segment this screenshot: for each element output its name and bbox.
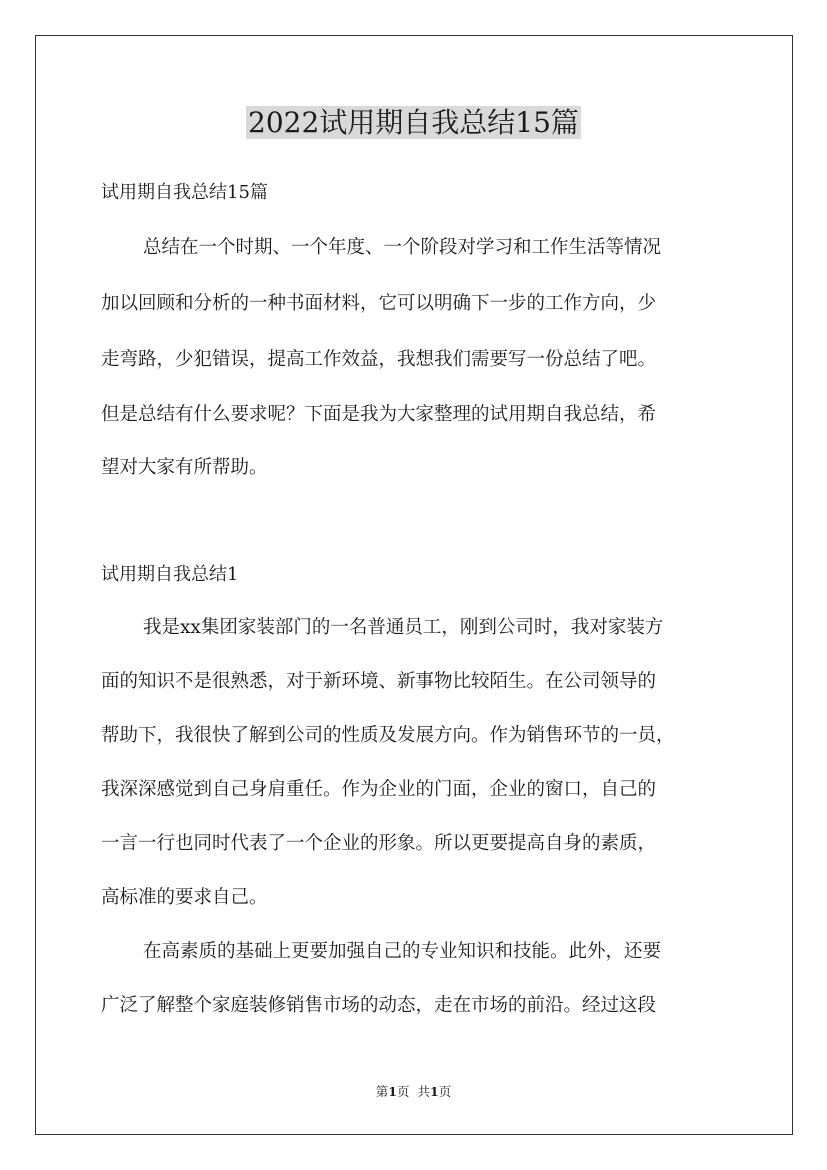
total-prefix: 共 <box>417 1084 430 1099</box>
document-title <box>0 103 827 143</box>
section1-line-5: 一言一行也同时代表了一个企业的形象。所以更要提高自身的素质， <box>101 833 657 854</box>
section1-line-1: 我是xx集团家装部门的一名普通员工，刚到公司时，我对家装方 <box>143 617 664 638</box>
intro-line-1: 总结在一个时期、一个年度、一个阶段对学习和工作生活等情况 <box>143 237 662 258</box>
section1-line-6: 高标准的要求自己。 <box>101 887 268 908</box>
total-suffix: 页 <box>438 1084 452 1099</box>
page-footer <box>0 1083 827 1101</box>
intro-line-3: 走弯路，少犯错误，提高工作效益，我想我们需要写一份总结了吧。 <box>101 349 657 370</box>
section1-line-2: 面的知识不是很熟悉，对于新环境、新事物比较陌生。在公司领导的 <box>101 671 657 692</box>
total-pages: 1 <box>429 1084 439 1099</box>
page-prefix: 第 <box>375 1084 389 1099</box>
section1-para2-line-1: 在高素质的基础上更要加强自己的专业知识和技能。此外，还要 <box>143 941 662 962</box>
intro-line-2: 加以回顾和分析的一种书面材料，它可以明确下一步的工作方向，少 <box>101 293 657 314</box>
intro-line-4: 但是总结有什么要求呢？下面是我为大家整理的试用期自我总结，希 <box>101 404 657 425</box>
page-number: 1 <box>388 1084 397 1099</box>
section1-para2-line-2: 广泛了解整个家庭装修销售市场的动态，走在市场的前沿。经过这段 <box>101 995 657 1016</box>
section1-line-4: 我深深感觉到自己身肩重任。作为企业的门面，企业的窗口，自己的 <box>101 779 657 800</box>
page-suffix: 页 <box>397 1084 410 1099</box>
section-heading: 试用期自我总结1 <box>101 564 239 585</box>
document-subtitle: 试用期自我总结15篇 <box>101 182 268 203</box>
document-title-text: 2022试用期自我总结15篇 <box>248 106 579 139</box>
section1-line-3: 帮助下，我很快了解到公司的性质及发展方向。作为销售环节的一员， <box>101 725 675 746</box>
intro-line-5: 望对大家有所帮助。 <box>101 457 268 478</box>
